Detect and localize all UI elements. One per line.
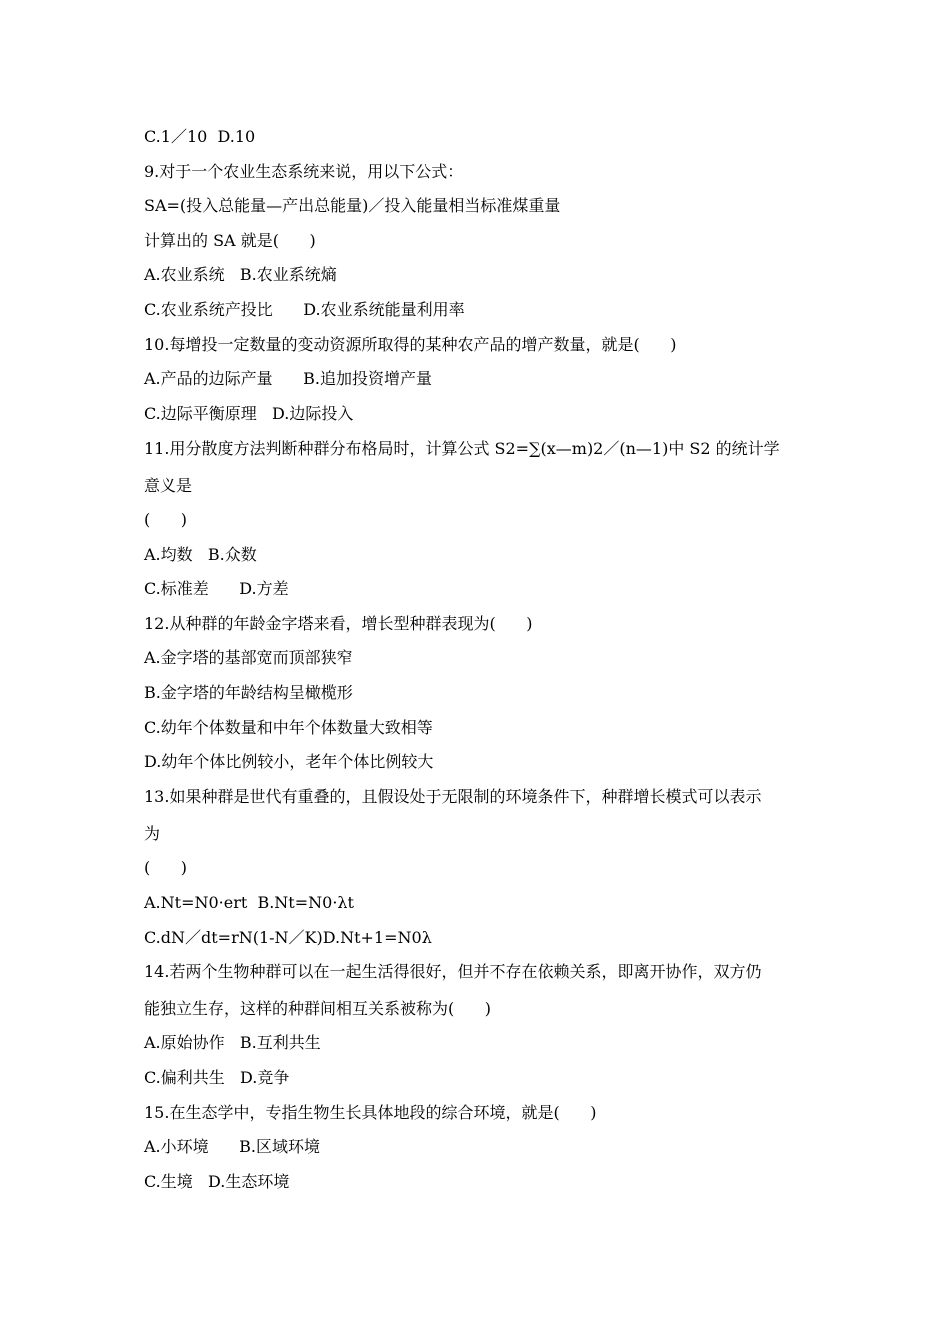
question-15-stem: 15.在生态学中，专指生物生长具体地段的综合环境，就是( ) bbox=[144, 1103, 597, 1122]
option-line: A.农业系统 B.农业系统熵 bbox=[144, 265, 337, 284]
option-line: A.金字塔的基部宽而顶部狭窄 bbox=[144, 648, 353, 667]
option-line: A.小环境 B.区域环境 bbox=[144, 1137, 321, 1156]
question-12-stem: 12.从种群的年龄金字塔来看，增长型种群表现为( ) bbox=[144, 614, 533, 633]
option-line: C.边际平衡原理 D.边际投入 bbox=[144, 404, 354, 423]
text-line: 计算出的 SA 就是( ) bbox=[144, 231, 316, 250]
text-line: 为 bbox=[144, 824, 161, 843]
text-line: ( ) bbox=[144, 858, 187, 877]
option-line: A.原始协作 B.互利共生 bbox=[144, 1033, 321, 1052]
formula-line: SA=(投入总能量—产出总能量)／投入能量相当标准煤重量 bbox=[144, 196, 561, 215]
option-line: C.标准差 D.方差 bbox=[144, 579, 289, 598]
option-line: A.均数 B.众数 bbox=[144, 545, 257, 564]
option-line: D.幼年个体比例较小，老年个体比例较大 bbox=[144, 752, 434, 771]
question-10-stem: 10.每增投一定数量的变动资源所取得的某种农产品的增产数量，就是( ) bbox=[144, 335, 677, 354]
option-line: A.Nt=N0·ert B.Nt=N0·λt bbox=[144, 893, 354, 912]
option-line: C.幼年个体数量和中年个体数量大致相等 bbox=[144, 718, 433, 737]
option-line: C.偏利共生 D.竞争 bbox=[144, 1068, 290, 1087]
text-line: 能独立生存，这样的种群间相互关系被称为( ) bbox=[144, 999, 492, 1018]
question-11-stem: 11.用分散度方法判断种群分布格局时，计算公式 S2=∑(x—m)2／(n—1)中 S2 的统计学 bbox=[144, 439, 780, 458]
text-line: 意义是 bbox=[144, 476, 193, 495]
option-line: C.dN／dt=rN(1-N／K)D.Nt+1=N0λ bbox=[144, 928, 432, 947]
option-line: C.生境 D.生态环境 bbox=[144, 1172, 290, 1191]
option-line: A.产品的边际产量 B.追加投资增产量 bbox=[144, 369, 433, 388]
question-14-stem: 14.若两个生物种群可以在一起生活得很好，但并不存在依赖关系，即离开协作，双方仍 bbox=[144, 962, 762, 981]
option-line: C.农业系统产投比 D.农业系统能量利用率 bbox=[144, 300, 465, 319]
text-line: ( ) bbox=[144, 510, 187, 529]
text-line: C.1／10 D.10 bbox=[144, 127, 256, 146]
question-9-stem: 9.对于一个农业生态系统来说，用以下公式： bbox=[144, 162, 464, 181]
option-line: B.金字塔的年龄结构呈橄榄形 bbox=[144, 683, 353, 702]
question-13-stem: 13.如果种群是世代有重叠的，且假设处于无限制的环境条件下，种群增长模式可以表示 bbox=[144, 787, 762, 806]
